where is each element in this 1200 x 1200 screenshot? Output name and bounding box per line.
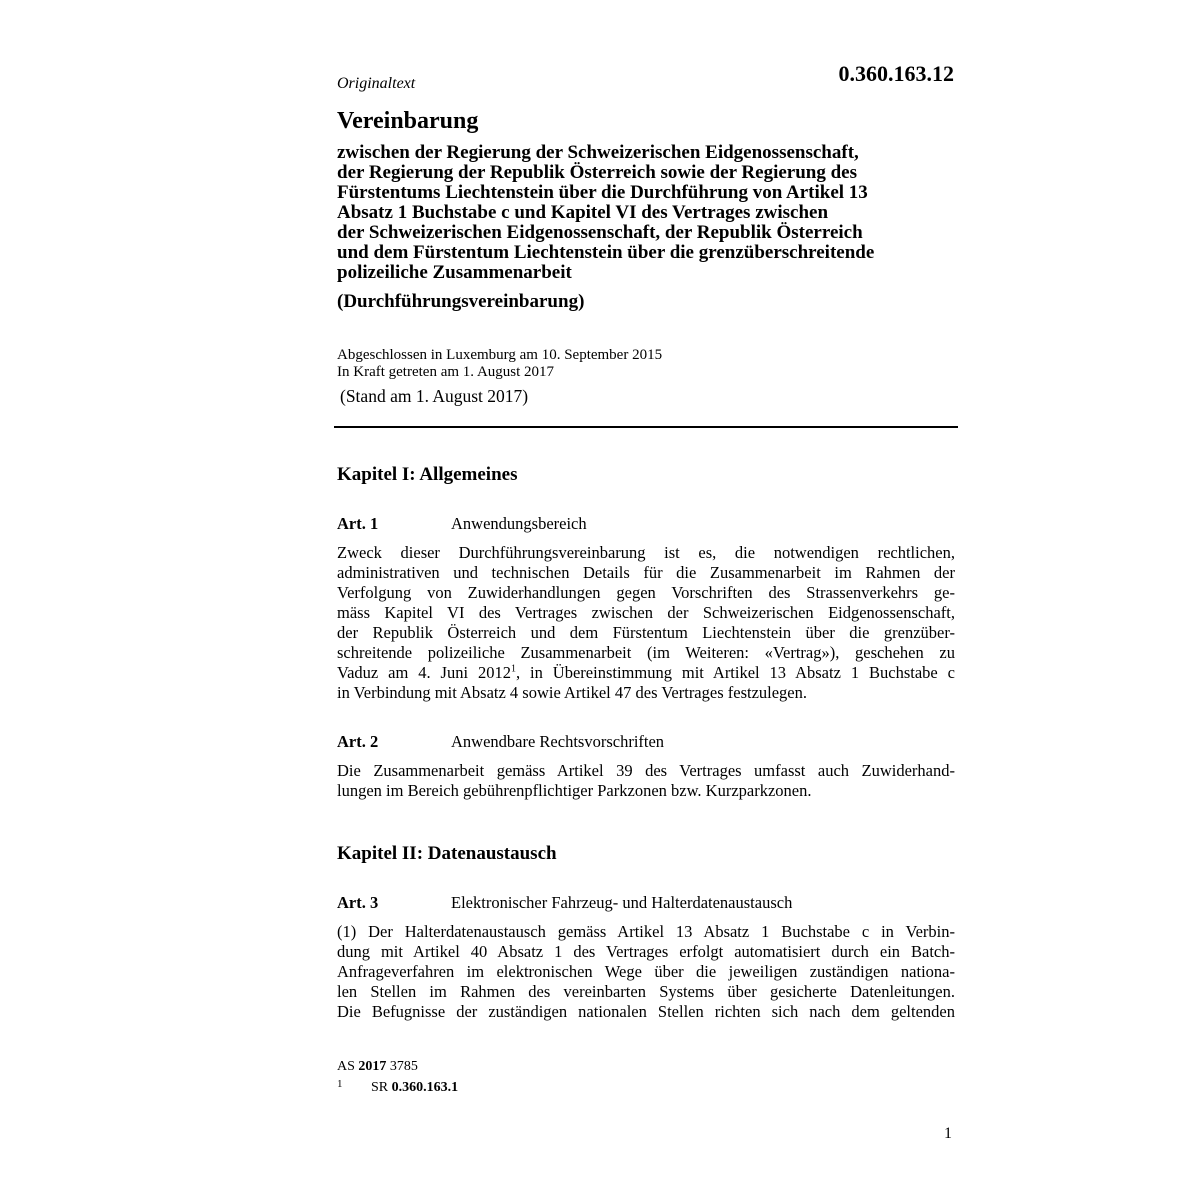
body-line: mäss Kapitel VI des Vertrages zwischen der Schweizerischen Eidgenossenschaft, (337, 603, 955, 622)
article-name: Anwendungsbereich (451, 514, 587, 533)
body-line: Die Befugnisse der zuständigen nationalen Stellen richten sich nach dem geltenden (337, 1002, 955, 1021)
original-text-label: Originaltext (337, 75, 416, 92)
article-name: Elektronischer Fahrzeug- und Halterdatenaustausch (451, 893, 793, 912)
conclusion-metadata (337, 347, 662, 381)
in-force-date: In Kraft getreten am 1. August 2017 (337, 364, 555, 380)
article-number: Art. 3 (337, 893, 379, 912)
body-line: Zweck dieser Durchführungsvereinbarung ist es, die notwendigen rechtlichen, (337, 543, 955, 562)
footnote-sr-reference[interactable]: 0.360.163.1 (391, 1080, 459, 1095)
body-line: (1) Der Halterdatenaustausch gemäss Artikel 13 Absatz 1 Buchstabe c in Verbin- (337, 922, 955, 941)
article-3-body (337, 922, 955, 1022)
sr-number: 0.360.163.12 (838, 61, 954, 86)
footnote-marker: 1 (337, 1078, 343, 1090)
document-title: Vereinbarung (337, 108, 479, 134)
body-line: len Stellen im Rahmen des vereinbarten Systems über gesicherte Datenleitungen. (337, 982, 955, 1001)
article-1-body (337, 543, 955, 703)
subtitle-line: zwischen der Regierung der Schweizerischen Eidgenossenschaft, (337, 142, 859, 163)
as-prefix: AS (337, 1059, 355, 1074)
body-line: administrativen und technischen Details für die Zusammenarbeit im Rahmen der (337, 563, 955, 582)
body-line: schreitende polizeiliche Zusammenarbeit (im Weiteren: «Vertrag»), geschehen zu (337, 643, 955, 662)
article-2-body (337, 761, 955, 801)
article-name: Anwendbare Rechtsvorschriften (451, 732, 665, 751)
document-subtitle (337, 143, 927, 283)
horizontal-rule (334, 426, 958, 428)
article-number: Art. 2 (337, 732, 379, 751)
body-line: dung mit Artikel 40 Absatz 1 des Vertrages erfolgt automatisiert durch ein Batch- (337, 942, 955, 961)
body-line-with-footnote (337, 663, 955, 683)
body-line: Anfrageverfahren im elektronischen Wege über die jeweiligen zuständigen nationa- (337, 962, 955, 981)
subtitle-line: der Schweizerischen Eidgenossenschaft, der Republik Österreich (337, 222, 863, 243)
footnote-text (371, 1080, 458, 1096)
subtitle-line: und dem Fürstentum Liechtenstein über die grenzüberschreitende (337, 242, 875, 263)
page-number: 1 (944, 1125, 952, 1142)
body-text-fragment: , in Übereinstimmung mit Artikel 13 Absatz 1 Buchstabe c (515, 663, 955, 682)
article-number: Art. 1 (337, 514, 379, 533)
body-line: Verfolgung von Zuwiderhandlungen gegen Vorschriften des Strassenverkehrs ge- (337, 583, 955, 602)
as-page: 3785 (389, 1059, 418, 1074)
subtitle-line: Absatz 1 Buchstabe c und Kapitel VI des Vertrages zwischen (337, 202, 829, 223)
subtitle-line: polizeiliche Zusammenarbeit (337, 262, 572, 283)
official-collection-reference (337, 1059, 418, 1075)
subtitle-line: Fürstentums Liechtenstein über die Durchführung von Artikel 13 (337, 182, 868, 203)
body-text-fragment: Vaduz am 4. Juni 2012 (337, 663, 511, 682)
as-year: 2017 (358, 1059, 387, 1074)
subtitle-line: der Regierung der Republik Österreich sowie der Regierung des (337, 162, 858, 183)
chapter-2-heading: Kapitel II: Datenaustausch (337, 843, 557, 864)
concluded-date: Abgeschlossen in Luxemburg am 10. September 2015 (337, 347, 663, 363)
chapter-1-heading: Kapitel I: Allgemeines (337, 464, 518, 485)
short-title: (Durchführungsvereinbarung) (337, 291, 585, 312)
body-line: Die Zusammenarbeit gemäss Artikel 39 des Vertrages umfasst auch Zuwiderhand- (337, 761, 955, 780)
body-line: lungen im Bereich gebührenpflichtiger Parkzonen bzw. Kurzparkzonen. (337, 781, 812, 800)
body-line: der Republik Österreich und dem Fürstentum Liechtenstein über die grenzüber- (337, 623, 955, 642)
footnote-prefix: SR (371, 1080, 389, 1095)
status-date: (Stand am 1. August 2017) (340, 386, 529, 406)
body-line: in Verbindung mit Absatz 4 sowie Artikel 47 des Vertrages festzulegen. (337, 683, 808, 702)
footnote-reference[interactable]: 1 (510, 663, 516, 675)
